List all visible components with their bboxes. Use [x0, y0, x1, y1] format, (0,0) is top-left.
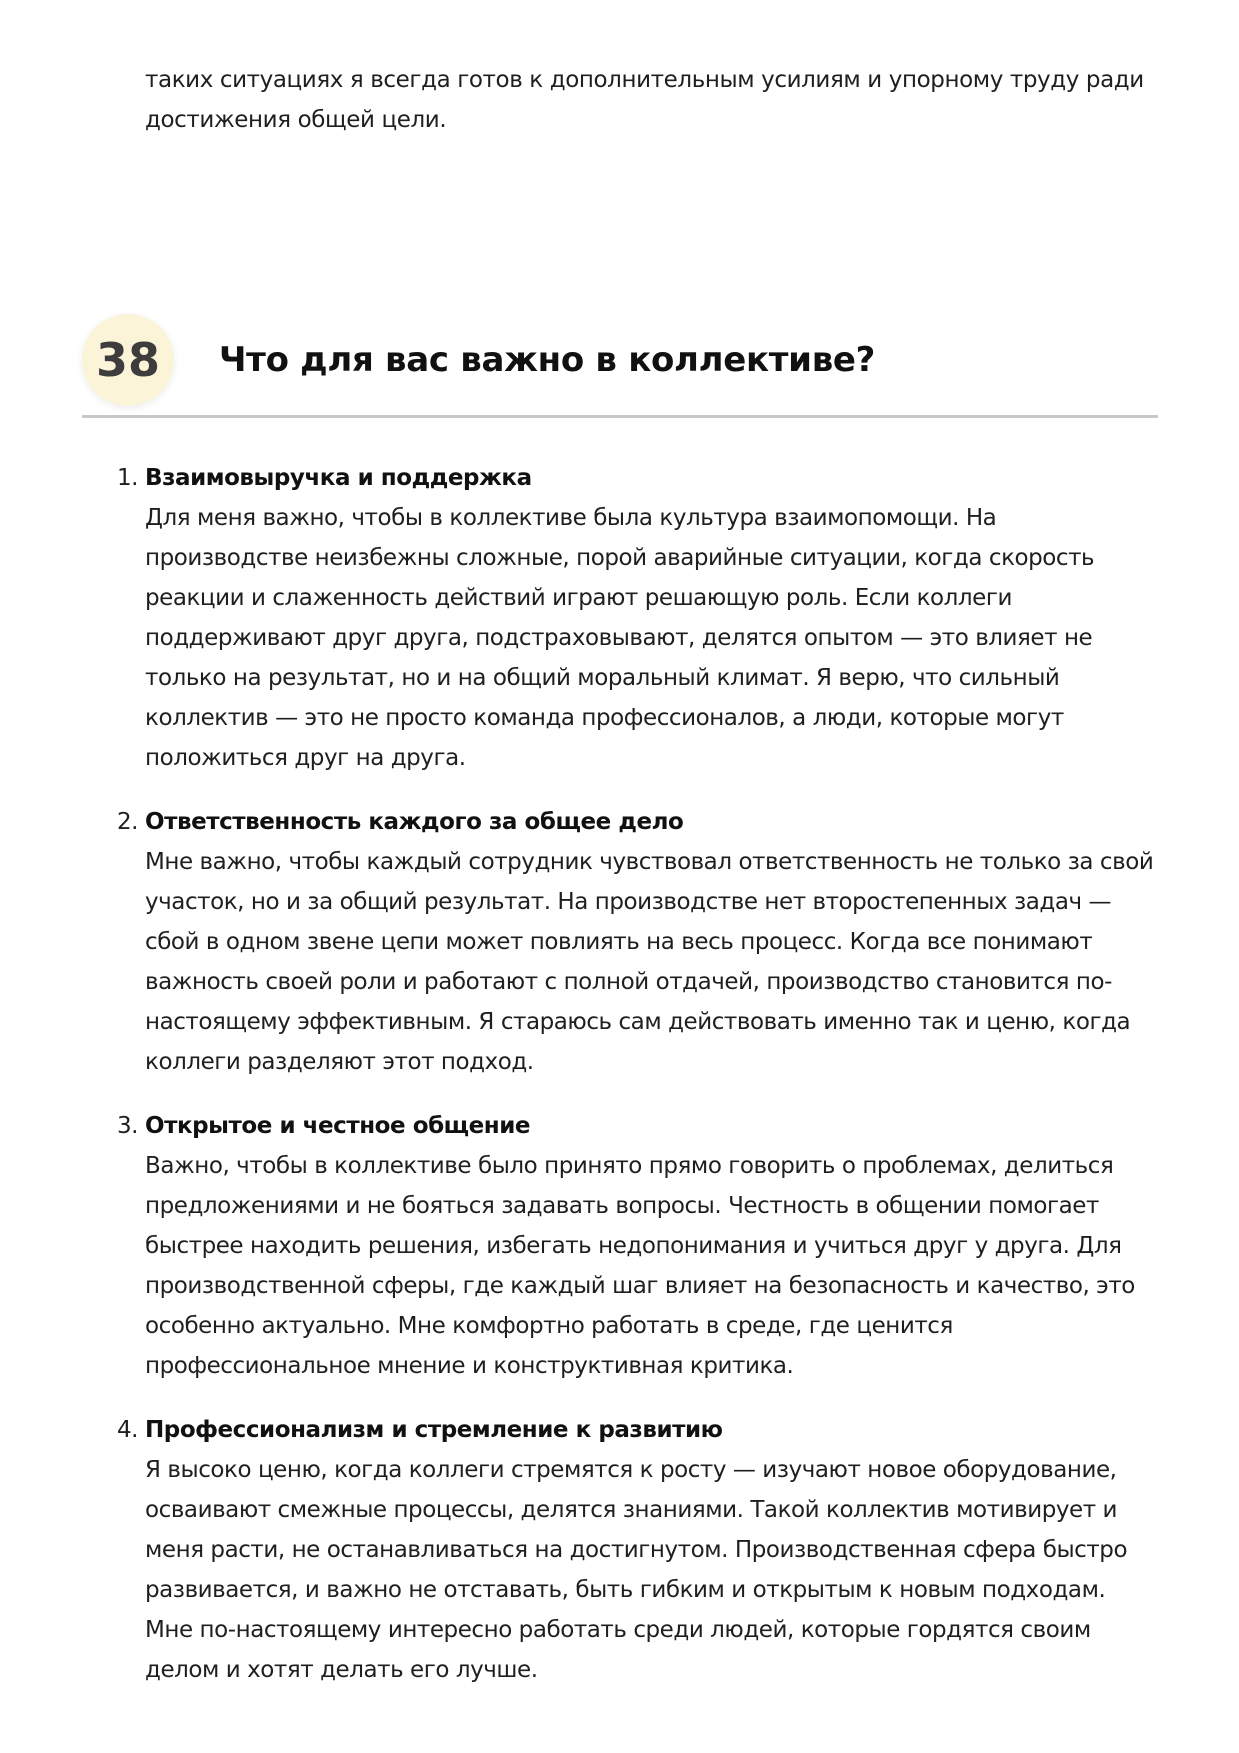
answer-item-2 [117, 802, 1157, 1082]
answer-item-3 [117, 1106, 1157, 1386]
answer-item-4 [117, 1410, 1157, 1690]
answer-body: Мне важно, чтобы каждый сотрудник чувствовал ответственность не только за свой участок, но и за общий результат. На производстве нет второстепенных задач — сбой в одном звене цепи может повлиять на весь процесс. Когда все понимают важность своей роли и работают с полной отдачей, производство становится по-настоящему эффективным. Я стараюсь сам действовать именно так и ценю, когда коллеги разделяют этот подход. [145, 849, 1154, 1075]
answer-number: 1. [117, 465, 139, 491]
answer-body: Важно, чтобы в коллективе было принято прямо говорить о проблемах, делиться предложениями и не бояться задавать вопросы. Честность в общении помогает быстрее находить решения, избегать недопонимания и учиться друг у друга. Для производственной сферы, где каждый шаг влияет на безопасность и качество, это особенно актуально. Мне комфортно работать в среде, где ценится профессиональное мнение и конструктивная критика. [145, 1153, 1135, 1379]
answer-number: 4. [117, 1417, 139, 1443]
answer-body: Я высоко ценю, когда коллеги стремятся к росту — изучают новое оборудование, осваивают смежные процессы, делятся знаниями. Такой коллектив мотивирует и меня расти, не останавливаться на достигнутом. Производственная сфера быстро развивается, и важно не отставать, быть гибким и открытым к новым подходам. Мне по-настоящему интересно работать среди людей, которые гордятся своим делом и хотят делать его лучше. [145, 1457, 1128, 1683]
answer-item-1 [117, 458, 1157, 778]
question-header [82, 308, 1158, 418]
answer-title: Ответственность каждого за общее дело [145, 809, 684, 835]
question-title: Что для вас важно в коллективе? [219, 340, 876, 380]
question-number-badge: 38 [82, 314, 174, 406]
answer-number: 2. [117, 809, 139, 835]
answer-title: Открытое и честное общение [145, 1113, 531, 1139]
answer-body: Для меня важно, чтобы в коллективе была культура взаимопомощи. На производстве неизбежны сложные, порой аварийные ситуации, когда скорость реакции и слаженность действий играют решающую роль. Если коллеги поддерживают друг друга, подстраховывают, делятся опытом — это влияет не только на результат, но и на общий моральный климат. Я верю, что сильный коллектив — это не просто команда профессионалов, а люди, которые могут положиться друг на друга. [145, 505, 1095, 771]
answer-title: Профессионализм и стремление к развитию [145, 1417, 723, 1443]
intro-paragraph: таких ситуациях я всегда готов к дополнительным усилиям и упорному труду ради достижения общей цели. [145, 67, 1144, 133]
answer-list [117, 458, 1157, 1714]
answer-number: 3. [117, 1113, 139, 1139]
answer-title: Взаимовыручка и поддержка [145, 465, 532, 491]
